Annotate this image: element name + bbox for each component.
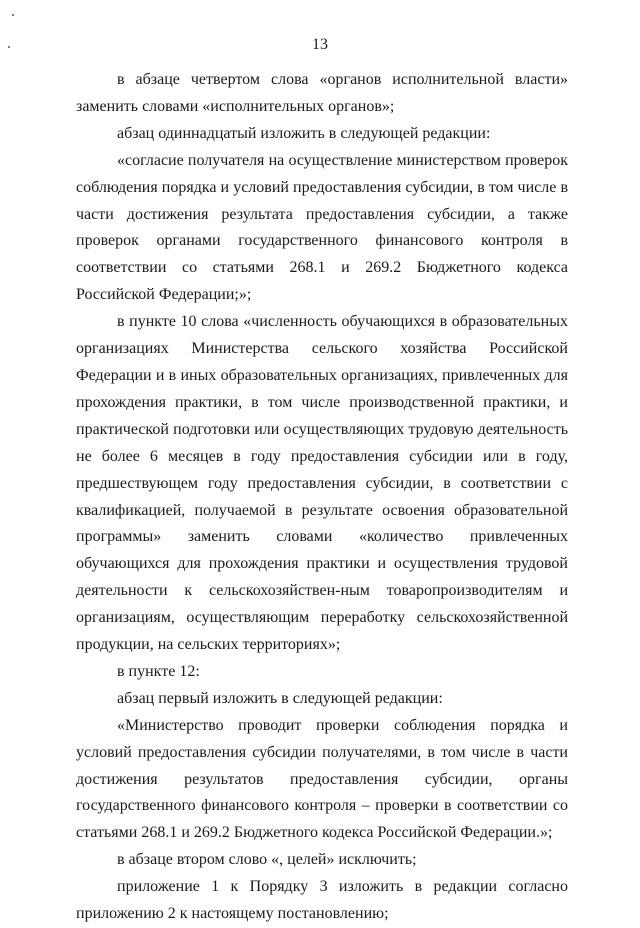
page-number: 13 xyxy=(312,36,328,53)
scan-speck xyxy=(8,46,10,48)
scan-speck xyxy=(12,14,14,16)
paragraph: в пункте 12: xyxy=(117,662,200,680)
paragraph: абзац одиннадцатый изложить в следующей редакции: xyxy=(117,124,491,142)
paragraph: в абзаце втором слово «, целей» исключить; xyxy=(117,851,417,869)
paragraph: «Министерство проводит проверки соблюдения порядка и условий предоставления субсидии получателями, в том числе в части достижения результатов предоставления субсидии, органы государственного финансового контроля – проверки в соответствии со статьями 268.1 и 269.2 Бюджетного кодекса Российской Федерации.»; xyxy=(76,716,568,842)
paragraph: в абзаце четвертом слова «органов исполнительной власти» заменить словами «исполнительных органов»; xyxy=(76,71,568,115)
paragraph: в пункте 10 слова «численность обучающихся в образовательных организациях Министерства сельского хозяйства Российской Федерации и в иных образовательных организациях, привлеченных для прохождения практики, в том числе производственной практики, и практической подготовки или осуществляющих трудовую деятельность не более 6 месяцев в году предоставления субсидии или в году, предшествующем году предоставления субсидии, в соответствии с квалификацией, получаемой в результате освоения образовательной программы» заменить словами «количество привлеченных обучающихся для прохождения практики и осуществления трудовой деятельности к сельскохозяйствен-ным товаропроизводителям и организациям, осуществляющим переработку сельскохозяйственной продукции, на сельских территориях»; xyxy=(76,313,568,654)
document-body xyxy=(76,67,568,928)
paragraph: приложение 1 к Порядку 3 изложить в редакции согласно приложению 2 к настоящему постановлению; xyxy=(76,878,568,923)
paragraph: абзац первый изложить в следующей редакции: xyxy=(117,689,443,707)
paragraph: «согласие получателя на осуществление министерством проверок соблюдения порядка и условий предоставления субсидии, в том числе в части достижения результата предоставления субсидии, а также проверок органами государственного финансового контроля в соответствии со статьями 268.1 и 269.2 Бюджетного кодекса Российской Федерации;»; xyxy=(76,151,568,304)
